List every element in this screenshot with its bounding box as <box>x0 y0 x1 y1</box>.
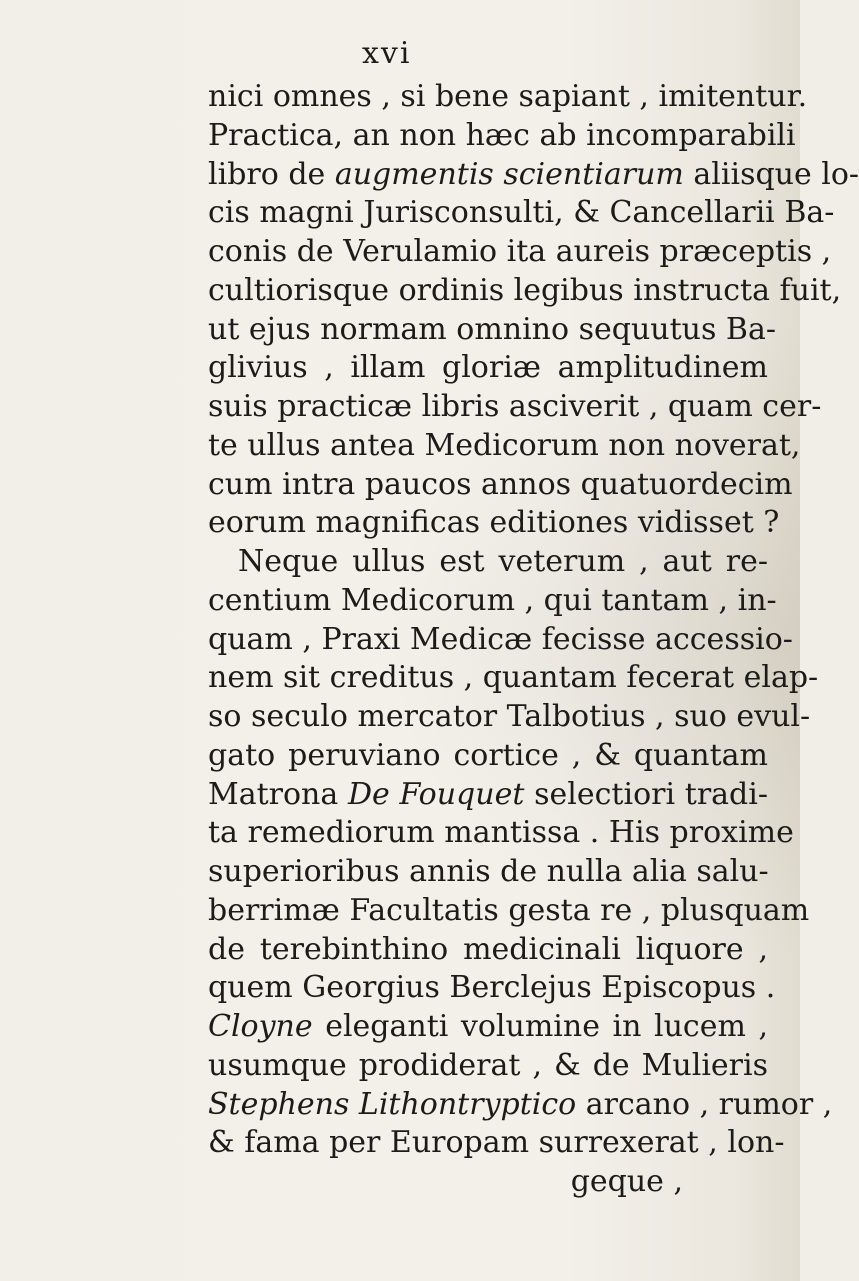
text-line: nici omnes , si bene sapiant , imitentur. <box>208 79 808 114</box>
text-line: te ullus antea Medicorum non noverat, <box>208 427 801 463</box>
text-line: Stephens Lithontryptico arcano , rumor , <box>208 1086 833 1122</box>
text-line: conis de Verulamio ita aureis præceptis , <box>208 234 832 269</box>
text-line: & fama per Europam surrexerat , lon- <box>208 1125 785 1161</box>
body-text <box>208 78 859 1202</box>
text-line: berrimæ Facultatis gesta re , plusquam <box>208 892 810 928</box>
text-line: gato peruviano cortice , & quantam <box>208 737 768 773</box>
page-number: xvi <box>362 36 412 71</box>
text-line: cultiorisque ordinis legibus instructa fuit, <box>208 272 842 308</box>
text-line: quem Georgius Berclejus Episcopus . <box>208 970 776 1006</box>
text-line: suis practicæ libris asciverit , quam cer- <box>208 389 822 424</box>
text-line: cis magni Jurisconsulti, & Cancellarii Ba- <box>208 195 835 231</box>
text-line: Neque ullus est veterum , aut re- <box>238 544 768 579</box>
text-line: eorum magnificas editiones vidisset ? <box>208 505 780 541</box>
text-line: geque , <box>570 1164 683 1199</box>
text-line: usumque prodiderat , & de Mulieris <box>208 1047 768 1083</box>
text-line: ta remediorum mantissa . His proxime <box>208 815 794 851</box>
text-line: quam , Praxi Medicæ fecisse accessio- <box>208 621 793 657</box>
text-line: libro de augmentis scientiarum aliisque lo- <box>208 156 859 192</box>
text-line: Cloyne eleganti volumine in lucem , <box>208 1009 768 1044</box>
text-line: ut ejus normam omnino sequutus Ba- <box>208 311 776 347</box>
text-line: superioribus annis de nulla alia salu- <box>208 854 769 889</box>
text-line: Matrona De Fouquet selectiori tradi- <box>208 776 768 812</box>
text-line: cum intra paucos annos quatuordecim <box>208 466 793 502</box>
text-line: nem sit creditus , quantam fecerat elap- <box>208 660 819 696</box>
text-line: so seculo mercator Talbotius , suo evul- <box>208 699 811 734</box>
text-line: Practica, an non hæc ab incomparabili <box>208 117 796 153</box>
text-line: glivius , illam gloriæ amplitudinem <box>208 350 768 386</box>
text-line: de terebinthino medicinali liquore , <box>208 931 768 967</box>
text-line: centium Medicorum , qui tantam , in- <box>208 582 777 618</box>
